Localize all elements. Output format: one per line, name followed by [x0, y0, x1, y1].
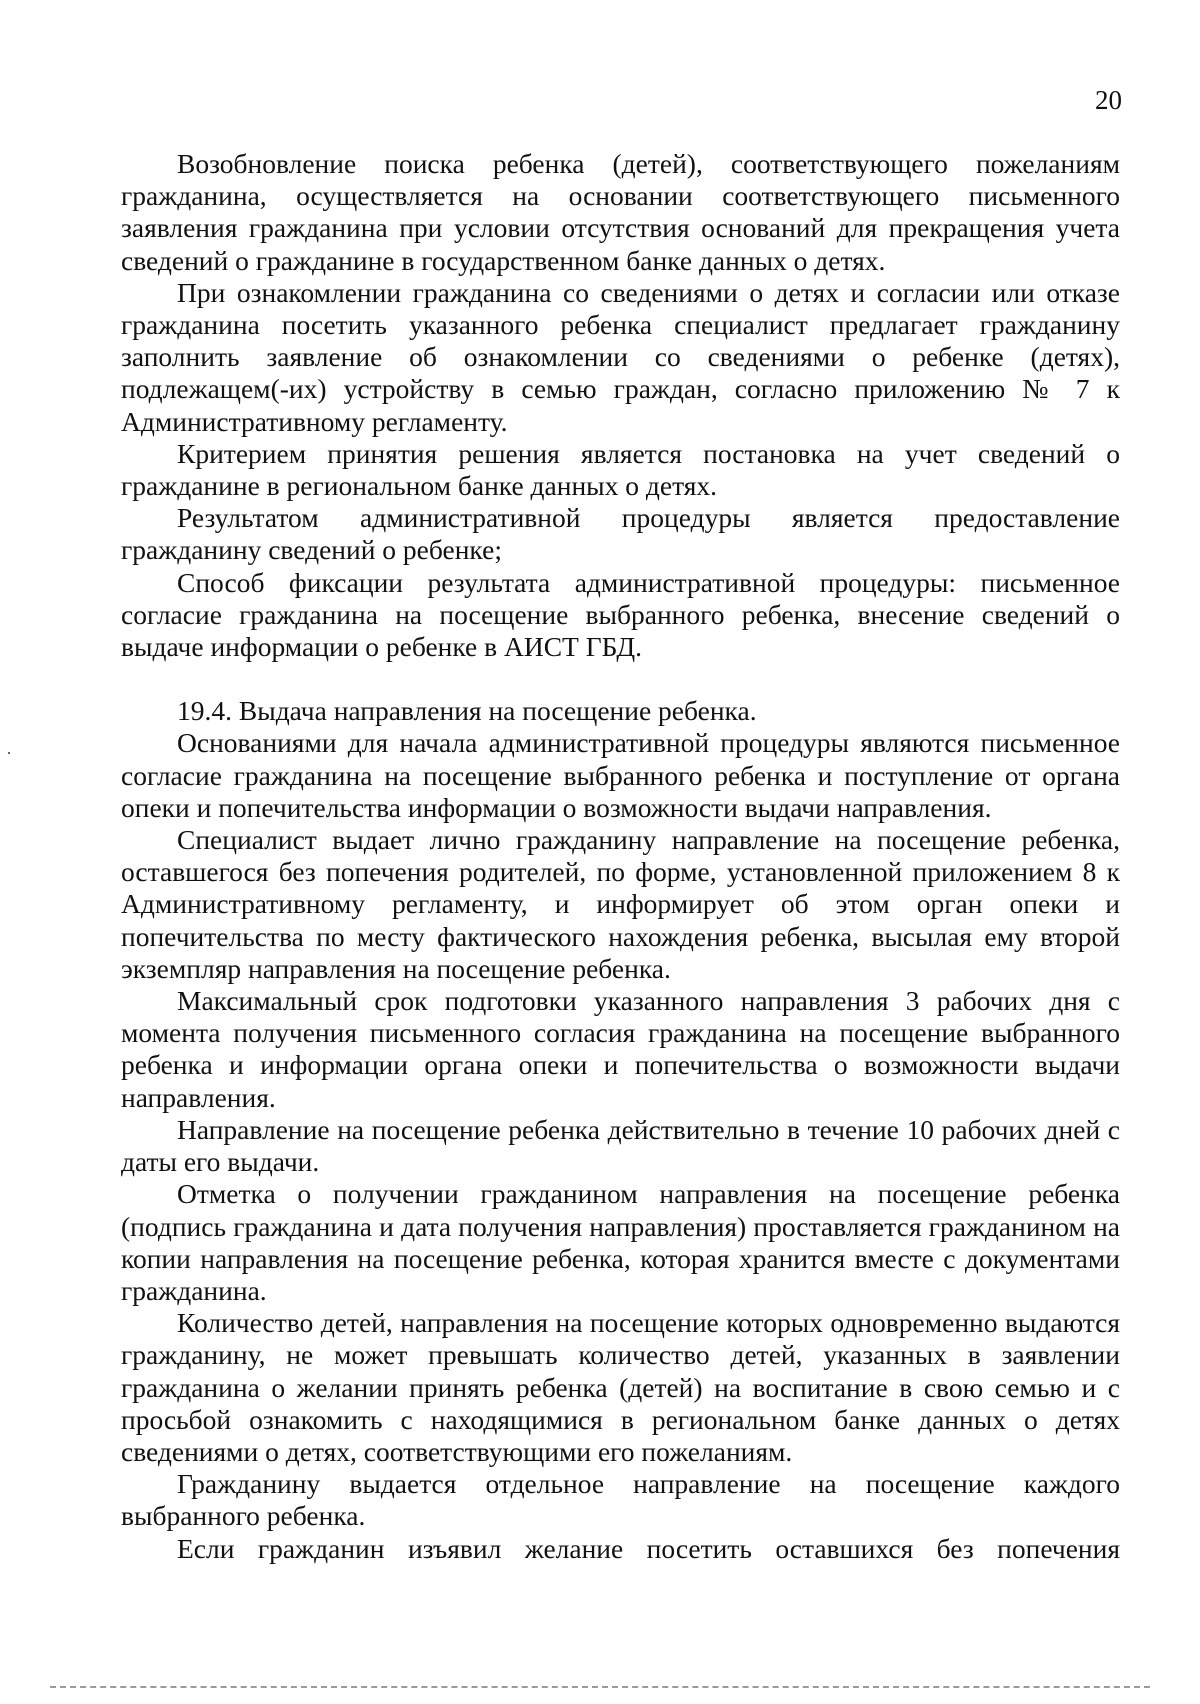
paragraph-fixation-method: Способ фиксации результата административной процедуры: письменное согласие гражданина на посещение выбранного ребенка, внесение сведений о выдаче информации о ребенке в АИСТ ГБД.: [121, 566, 1120, 663]
paragraph-procedure-result: Результатом административной процедуры является предоставление гражданину сведений о ребенке;: [121, 502, 1120, 566]
paragraph-max-term: Максимальный срок подготовки указанного направления 3 рабочих дня с момента получения письменного согласия гражданина на посещение выбранного ребенка и информации органа опеки и попечительства о возможности выдачи направления.: [121, 985, 1120, 1113]
paragraph-decision-criterion: Критерием принятия решения является постановка на учет сведений о гражданине в региональном банке данных о детях.: [121, 437, 1120, 502]
paragraph-specialist-issues: Специалист выдает лично гражданину направление на посещение ребенка, оставшегося без попечения родителей, по форме, установленной приложением 8 к Административному регламенту, и информирует об этом орган опеки и попечительства по месту фактического нахождения ребенка, высылая ему второй экземпляр направления на посещение ребенка.: [121, 824, 1120, 984]
scan-speck: [8, 752, 10, 754]
paragraph-separate-referral: Гражданину выдается отдельное направление на посещение каждого выбранного ребенка.: [121, 1468, 1120, 1532]
section-heading-19-4: 19.4. Выдача направления на посещение ребенка.: [177, 695, 757, 727]
paragraph-continuation: Если гражданин изъявил желание посетить оставшихся без попечения: [177, 1532, 1120, 1564]
document-body: [121, 148, 1120, 1565]
scan-bottom-edge: [50, 1686, 1150, 1688]
paragraph-validity: Направление на посещение ребенка действительно в течение 10 рабочих дней с даты его выдачи.: [121, 1113, 1120, 1178]
paragraph-grounds: Основаниями для начала административной процедуры являются письменное согласие гражданина на посещение выбранного ребенка и поступление от органа опеки и попечительства информации о возможности выдачи направления.: [121, 727, 1120, 823]
paragraph-number-of-children: Количество детей, направления на посещение которых одновременно выдаются гражданину, не может превышать количество детей, указанных в заявлении гражданина о желании принять ребенка (детей) на воспитание в свою семью и с просьбой ознакомить с находящимися в региональном банке данных о детях сведениями о детях, соответствующими его пожеланиям.: [121, 1307, 1120, 1467]
paragraph-resume-search: Возобновление поиска ребенка (детей), соответствующего пожеланиям гражданина, осуществляется на основании соответствующего письменного заявления гражданина при условии отсутствия оснований для прекращения учета сведений о гражданине в государственном банке данных о детях.: [121, 148, 1120, 276]
paragraph-familiarization: При ознакомлении гражданина со сведениями о детях и согласии или отказе гражданина посетить указанного ребенка специалист предлагает гражданину заполнить заявление об ознакомлении со сведениями о ребенке (детях), подлежащем(-их) устройству в семью граждан, согласно приложению № 7 к Административному регламенту.: [121, 276, 1120, 437]
paragraph-receipt-mark: Отметка о получении гражданином направления на посещение ребенка (подпись гражданина и дата получения направления) проставляется гражданином на копии направления на посещение ребенка, которая хранится вместе с документами гражданина.: [121, 1178, 1120, 1306]
page-number: 20: [1095, 85, 1122, 115]
